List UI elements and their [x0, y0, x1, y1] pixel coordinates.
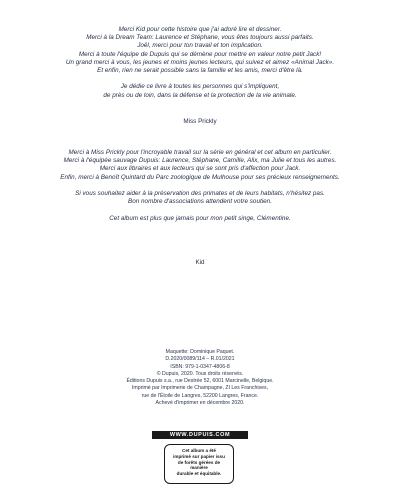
- appeal-line: Si vous souhaitez aider à la préservation des primates et de leurs habitats, n'hésitez pas.: [75, 190, 325, 197]
- thanks-line: Et enfin, rien ne serait possible sans la famille et les amis, merci d'être là.: [97, 67, 303, 75]
- eco-label-line: de forêts gérées de: [177, 459, 221, 465]
- appeal-line: Bon nombre d'associations attendent votre soutien.: [128, 198, 272, 206]
- eco-label-line: imprimé sur papier issu: [173, 453, 225, 459]
- acknowledgements-kid: [20, 149, 380, 223]
- dedication-line: Cet album est plus que jamais pour mon petit singe, Clémentine.: [109, 214, 291, 222]
- thanks-line: Merci à toute l'équipe de Dupuis qui se démène pour mettre en valeur notre petit Jack!: [78, 50, 322, 58]
- credit-line: Achevé d'imprimer en décembre 2020.: [155, 400, 245, 407]
- publisher-website-banner: WWW.DUPUIS.COM: [152, 431, 248, 439]
- spacer: [20, 75, 380, 83]
- credit-line: Éditions Dupuis s.a., rue Destrée 52, 6001 Marcinelle, Belgique.: [126, 378, 274, 385]
- credit-line: rue de l'Étoile de Langres, 52200 Langres, France.: [141, 392, 259, 399]
- thanks-line: Merci Kid pour cette histoire que j'ai adoré lire et dessiner.: [118, 26, 282, 33]
- thanks-line: Merci à Miss Prickly pour l'incroyable travail sur la série en général et cet album en particulier.: [68, 149, 332, 156]
- eco-label-line: Cet album a été: [182, 448, 216, 453]
- credit-line: © Dupuis, 2020. Tous droits réservés.: [156, 370, 244, 377]
- thanks-line: Joël, merci pour ton travail et ton implication.: [137, 42, 263, 50]
- sustainable-paper-label: [164, 444, 234, 484]
- credit-line: D.2020/0089/114 – R.01/2021: [165, 356, 235, 363]
- spacer: [20, 182, 380, 190]
- signature-miss-prickly: Miss Prickly: [183, 118, 217, 125]
- thanks-line: Merci à l'équipée sauvage Dupuis: Laurence, Stéphane, Camille, Alix, ma Julie et tous les autres.: [63, 157, 337, 165]
- thanks-line: Un grand merci à vous, les jeunes et moins jeunes lecteurs, qui suivez et aimez «Animal Jack».: [65, 58, 335, 66]
- credit-line: Maquette: Dominique Paquet.: [165, 349, 235, 355]
- thanks-line: Merci à la Dream Team: Laurence et Stéphane, vous êtes toujours aussi parfaits.: [86, 34, 314, 42]
- thanks-line: Merci aux libraires et aux lecteurs qui se sont pris d'affection pour Jack.: [99, 165, 301, 173]
- eco-label-line: durable et équitable.: [176, 471, 222, 477]
- publication-credits: [20, 349, 380, 407]
- eco-label-line: manière: [190, 465, 208, 471]
- credit-line: Imprimé par Imprimerie de Champagne, ZI Les Franchises,: [131, 385, 269, 392]
- signature-kid: Kid: [195, 259, 205, 266]
- spacer: [20, 206, 380, 214]
- acknowledgements-miss-prickly: [20, 26, 380, 100]
- credit-line: ISBN: 979-1-0347-4806-8: [170, 363, 230, 370]
- dedication-line: de près ou de loin, dans la défense et la protection de la vie animale.: [103, 91, 297, 99]
- thanks-line: Enfin, merci à Benoît Quintard du Parc zoologique de Mulhouse pour ses précieux renseignements.: [60, 173, 340, 181]
- dedication-line: Je dédie ce livre à toutes les personnes qui s'impliquent,: [120, 83, 280, 91]
